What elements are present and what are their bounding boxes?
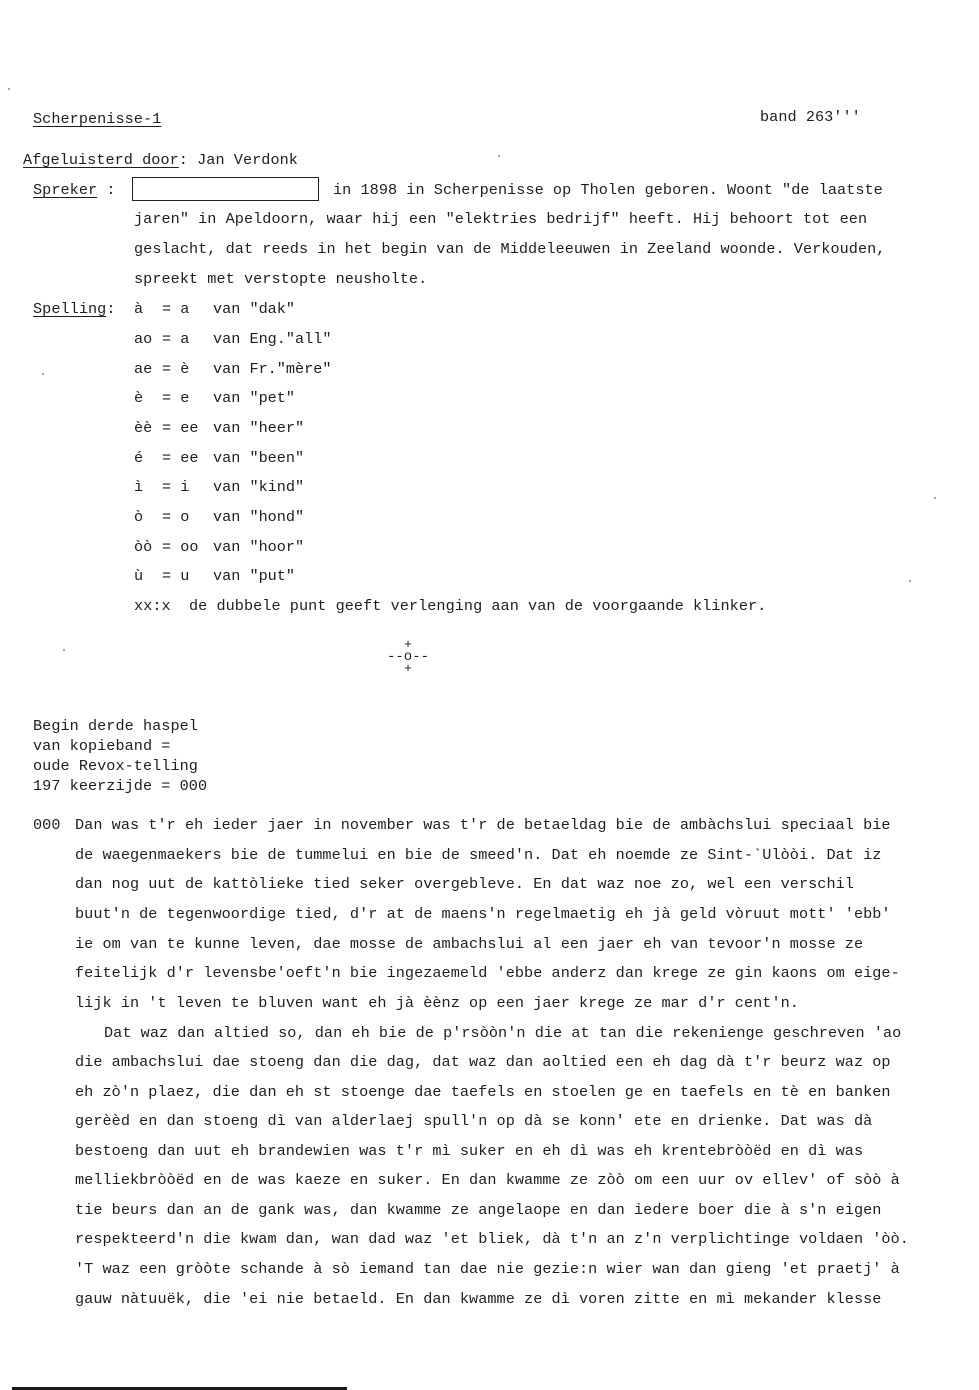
transcript-line: gerèèd en dan stoeng dì van alderlaej spull'n op dà se konn' ete en drienke. Dat was dà: [75, 1112, 873, 1130]
spelling-example: van "pet": [213, 389, 296, 407]
transcript-line: respekteerd'n die kwam dan, wan dad waz 'et bliek, dà t'n an z'n verplichtinge voldaen 'òò.: [75, 1230, 909, 1248]
transcript-line: gauw nàtuuëk, die 'ei nie betaeld. En dan kwamme ze dì voren zitte en mì mekander klesse: [75, 1290, 882, 1308]
tape-number: band 263''': [760, 108, 861, 126]
spelling-label: Spelling: [33, 300, 107, 318]
spelling-symbol: ò: [134, 508, 144, 526]
spelling-example: van "dak": [213, 300, 296, 318]
transcript-line: buut'n de tegenwoordige tied, d'r at de maens'n regelmaetig eh jà geld vòruut mott' 'ebb': [75, 905, 891, 923]
spelling-symbol: é: [134, 449, 144, 467]
transcript-line: bestoeng dan uut eh brandewien was t'r mì suker en eh dì was eh krentebròòëd en dì was: [75, 1142, 864, 1160]
spelling-equivalent: = oo: [162, 538, 199, 556]
spelling-example: van "kind": [213, 478, 305, 496]
separator-cross-bottom: +: [404, 661, 412, 676]
spelling-equivalent: = o: [162, 508, 190, 526]
reel-note-line: van kopieband =: [33, 737, 171, 755]
tape-counter: 000: [33, 816, 61, 834]
reel-note-line: 197 keerzijde = 000: [33, 777, 208, 795]
transcript-line: 'T waz een gròòte schande à sò iemand tan dae nie gezie:n wier wan dan gieng 'et praetj' à: [75, 1260, 900, 1278]
listener-name: Jan Verdonk: [197, 151, 298, 169]
spelling-equivalent: = u: [162, 567, 190, 585]
speaker-text-line: spreekt met verstopte neusholte.: [134, 270, 428, 288]
page-title: Scherpenisse-1: [33, 110, 162, 128]
spelling-symbol: è: [134, 389, 144, 407]
spelling-equivalent: = ee: [162, 419, 199, 437]
listener-label: Afgeluisterd door: [23, 151, 179, 169]
spelling-symbol: òò: [134, 538, 153, 556]
transcript-line: ie om van te kunne leven, dae mosse de ambachslui al een jaer eh van tevoor'n mosse ze: [75, 935, 864, 953]
spelling-example: van "heer": [213, 419, 305, 437]
spelling-example: van "hoor": [213, 538, 305, 556]
spelling-example: van Fr."mère": [213, 360, 332, 378]
spelling-symbol: ae: [134, 360, 153, 378]
redacted-name-box: [132, 177, 319, 201]
transcript-line: lijk in 't leven te bluven want eh jà èènz op een jaer krege ze mar d'r cent'n.: [75, 994, 799, 1012]
spelling-example: van "put": [213, 567, 296, 585]
spelling-equivalent: = e: [162, 389, 190, 407]
spelling-symbol: èè: [134, 419, 153, 437]
spelling-example: van "hond": [213, 508, 305, 526]
spelling-equivalent: = ee: [162, 449, 199, 467]
speaker-text-line: geslacht, dat reeds in het begin van de Middeleeuwen in Zeeland woonde. Verkouden,: [134, 240, 886, 258]
reel-note-line: oude Revox-telling: [33, 757, 198, 775]
spelling-sep: :: [106, 300, 116, 318]
scan-speck: [498, 155, 500, 157]
spelling-symbol: à: [134, 300, 144, 318]
spelling-note: [134, 597, 766, 615]
speaker-text-line: in 1898 in Scherpenisse op Tholen geboren. Woont "de laatste: [333, 181, 883, 199]
spelling-note-symbol: xx:x: [134, 597, 171, 615]
spelling-heading: [33, 300, 115, 318]
speaker-label: Spreker: [33, 181, 98, 199]
reel-note-line: Begin derde haspel: [33, 717, 198, 735]
transcript-line: melliekbròòëd en de was kaeze en suker. En dan kwamme ze zòò om een uur ov ellev' of sòò à: [75, 1171, 900, 1189]
transcript-line: Dat waz dan altied so, dan eh bie de p'rsòòn'n die at tan die rekenienge geschreven 'ao: [104, 1024, 902, 1042]
spelling-symbol: ù: [134, 567, 144, 585]
spelling-equivalent: = i: [162, 478, 190, 496]
scan-speck: [8, 88, 10, 90]
transcript-line: de waegenmaekers bie de tummelui en bie de smeed'n. Dat eh noemde ze Sint-`Ulòòi. Dat iz: [75, 846, 882, 864]
transcript-line: die ambachslui dae stoeng dan die dag, dat waz dan aoltied een eh dag dà t'r beurz waz op: [75, 1053, 891, 1071]
speaker-text-line: jaren" in Apeldoorn, waar hij een "elektries bedrijf" heeft. Hij behoort tot een: [134, 210, 868, 228]
speaker-line: [33, 181, 116, 199]
spelling-example: van "been": [213, 449, 305, 467]
speaker-sep: :: [106, 181, 116, 199]
spelling-equivalent: = a: [162, 330, 190, 348]
listener-line: [23, 151, 298, 169]
transcript-line: tie beurs dan an de gank was, dan kwamme ze angelaope en dan iedere boer die à s'n eigen: [75, 1201, 882, 1219]
scan-speck: [909, 580, 911, 582]
transcript-line: Dan was t'r eh ieder jaer in november was t'r de betaeldag bie de ambàchslui speciaal bie: [75, 816, 891, 834]
scan-speck: [42, 373, 44, 375]
scan-speck: [63, 649, 65, 651]
spelling-equivalent: = a: [162, 300, 190, 318]
transcript-line: dan nog uut de kattòlieke tied seker overgebleve. En dat waz noe zo, wel een verschil: [75, 875, 854, 893]
transcript-line: feitelijk d'r levensbe'oeft'n bie ingezaemeld 'ebbe anderz dan krege ze gin kaons om eige-: [75, 964, 900, 982]
spelling-example: van Eng."all": [213, 330, 332, 348]
separator-middle: --o--: [386, 649, 429, 665]
spelling-symbol: ao: [134, 330, 153, 348]
separator-cross-top: +: [404, 637, 412, 652]
listener-sep: :: [178, 151, 188, 169]
spelling-note-text: de dubbele punt geeft verlenging aan van de voorgaande klinker.: [188, 597, 767, 615]
scan-speck: [934, 497, 936, 499]
spelling-symbol: ì: [134, 478, 144, 496]
spelling-equivalent: = è: [162, 360, 190, 378]
transcript-line: eh zò'n plaez, die dan eh st stoenge dae taefels en stoelen ge en taefels en tè en banken: [75, 1083, 891, 1101]
